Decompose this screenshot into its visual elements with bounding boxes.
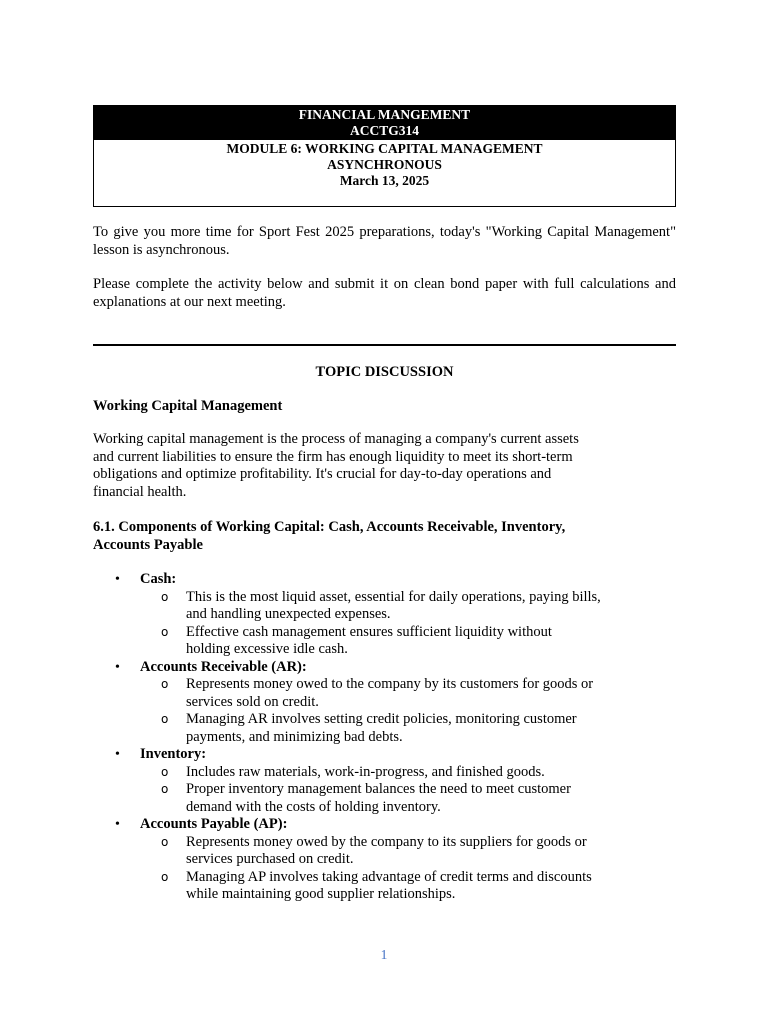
point-line: services sold on credit. [186, 693, 319, 710]
description-line: financial health. [93, 483, 187, 500]
description-line: obligations and optimize profitability. It's crucial for day-to-day operations and [93, 466, 552, 483]
point-line: holding excessive idle cash. [186, 641, 348, 658]
section-divider [93, 344, 676, 346]
component-item-accounts-receivable [93, 659, 676, 747]
point-line: payments, and minimizing bad debts. [186, 728, 403, 745]
description-line: Working capital management is the process of managing a company's current assets [93, 431, 579, 447]
bullet-icon: • [115, 747, 120, 763]
hollow-bullet-icon: o [161, 677, 169, 692]
hollow-bullet-icon: o [161, 869, 169, 884]
point-line: demand with the costs of holding inventory. [186, 798, 441, 815]
subsection-heading-line: 6.1. Components of Working Capital: Cash, Accounts Receivable, Inventory, [93, 519, 566, 536]
delivery-mode: ASYNCHRONOUS [327, 157, 442, 172]
component-points [140, 589, 676, 659]
document-page [93, 105, 676, 904]
component-point [140, 676, 676, 711]
point-line: while maintaining good supplier relationships. [186, 886, 456, 903]
point-line: Represents money owed to the company by its customers for goods or [186, 676, 594, 693]
module-header-box [93, 105, 676, 207]
intro-paragraph-2: Please complete the activity below and submit it on clean bond paper with full calculations and explanations at our next meeting. [93, 276, 676, 310]
point-line: Proper inventory management balances the need to meet customer [186, 781, 571, 798]
bullet-icon: • [115, 659, 120, 675]
bullet-icon: • [115, 817, 120, 833]
topic-heading: TOPIC DISCUSSION [315, 364, 454, 380]
subsection-heading-line: Accounts Payable [93, 537, 203, 554]
hollow-bullet-icon: o [161, 624, 169, 639]
component-point [140, 834, 676, 869]
point-line: This is the most liquid asset, essential for daily operations, paying bills, [186, 588, 601, 605]
course-code: ACCTG314 [349, 123, 419, 138]
hollow-bullet-icon: o [161, 764, 169, 779]
point-line: Managing AR involves setting credit policies, monitoring customer [186, 711, 577, 728]
component-point [140, 781, 676, 816]
description-line: and current liabilities to ensure the firm has enough liquidity to meet its short-term [93, 448, 573, 465]
hollow-bullet-icon: o [161, 589, 169, 604]
components-list [93, 571, 676, 904]
component-point [140, 764, 676, 782]
course-header-band [94, 106, 675, 140]
intro-paragraph-1: To give you more time for Sport Fest 2025 preparations, today's "Working Capital Management" lesson is asynchronous. [93, 224, 676, 258]
section-heading: Working Capital Management [93, 398, 283, 414]
component-points [140, 764, 676, 817]
component-points [140, 834, 676, 904]
section-description [93, 431, 676, 501]
component-points [140, 676, 676, 746]
component-item-cash [93, 571, 676, 659]
component-item-accounts-payable [93, 816, 676, 904]
component-point [140, 869, 676, 904]
component-point [140, 589, 676, 624]
module-title: MODULE 6: WORKING CAPITAL MANAGEMENT [226, 141, 543, 156]
point-line: Managing AP involves taking advantage of credit terms and discounts [186, 868, 592, 885]
bullet-icon: • [115, 572, 120, 588]
component-point [140, 624, 676, 659]
point-line: Effective cash management ensures sufficient liquidity without [186, 623, 552, 640]
component-label: Inventory: [140, 746, 207, 763]
point-line: Represents money owed by the company to its suppliers for goods or [186, 833, 587, 850]
component-item-inventory [93, 746, 676, 816]
hollow-bullet-icon: o [161, 834, 169, 849]
component-label: Cash: [140, 571, 177, 588]
point-line: services purchased on credit. [186, 851, 354, 868]
component-point [140, 711, 676, 746]
course-title: FINANCIAL MANGEMENT [298, 107, 471, 122]
point-line: Includes raw materials, work-in-progress, and finished goods. [186, 763, 545, 780]
module-info [94, 140, 675, 206]
component-label: Accounts Receivable (AR): [140, 658, 307, 675]
point-line: and handling unexpected expenses. [186, 606, 391, 623]
subsection-heading [93, 518, 676, 554]
hollow-bullet-icon: o [161, 712, 169, 727]
component-label: Accounts Payable (AP): [140, 816, 288, 833]
page-number: 1 [380, 947, 388, 962]
hollow-bullet-icon: o [161, 782, 169, 797]
module-date: March 13, 2025 [339, 173, 430, 188]
